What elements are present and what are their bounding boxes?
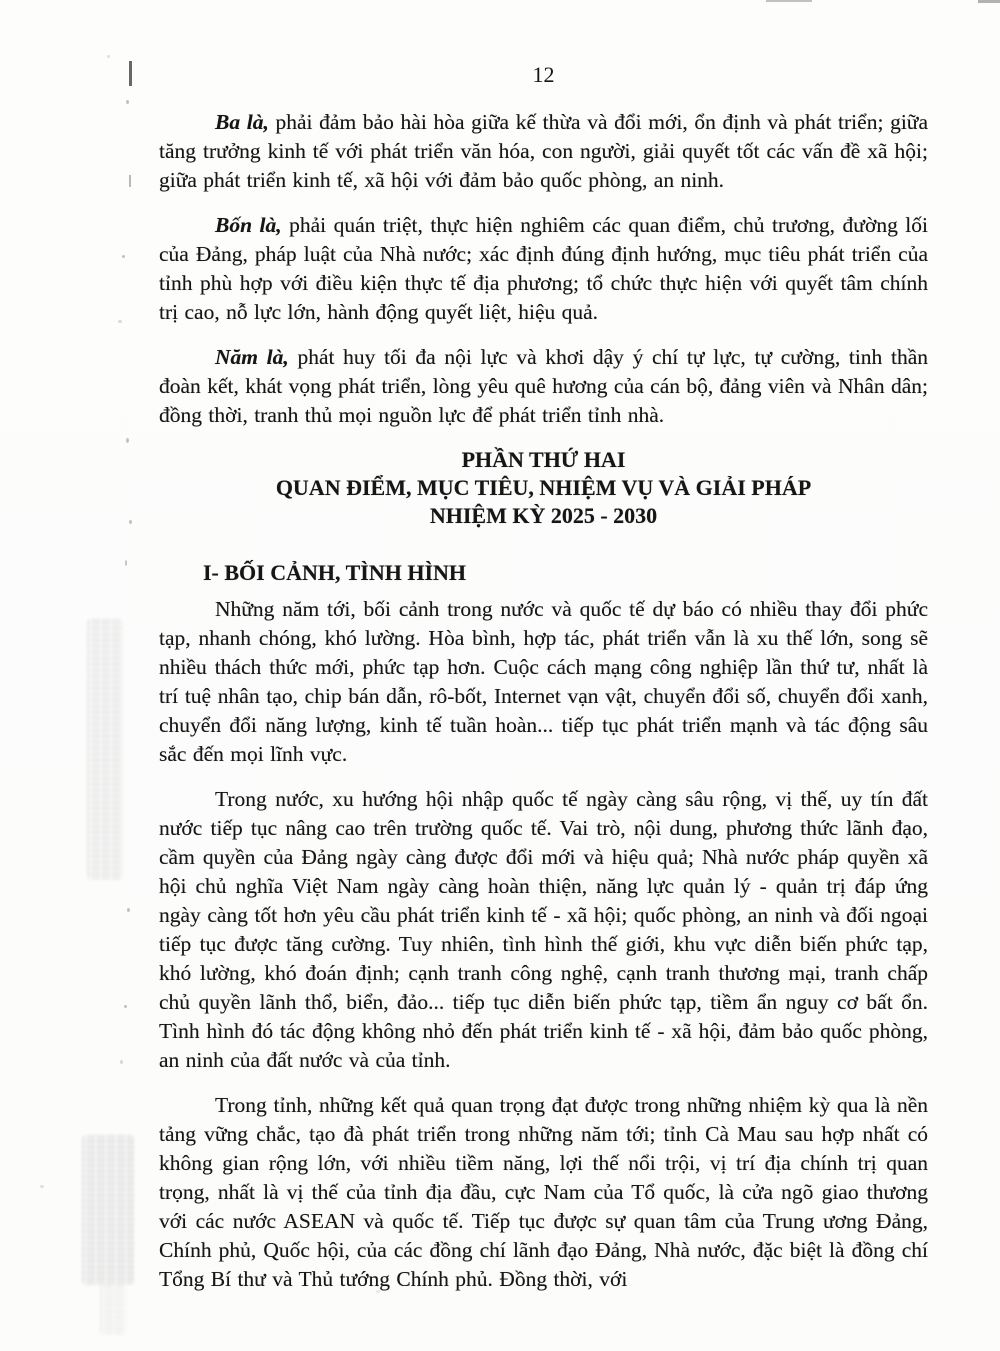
- scan-smudge: [87, 618, 123, 880]
- scan-speck: [122, 255, 125, 258]
- paragraph-nam-la: [159, 343, 928, 430]
- paragraph-bon-la: [159, 211, 928, 327]
- paragraph-text: phát huy tối đa nội lực và khơi dậy ý chí tự lực, tự cường, tinh thần đoàn kết, khát vọng phát triển, lòng yêu quê hương của cán bộ, đảng viên và Nhân dân; đồng thời, tranh thủ mọi nguồn lực để phát triển tỉnh nhà.: [159, 345, 928, 427]
- paragraph-lead: Bốn là,: [215, 213, 282, 237]
- scan-speck: [40, 1185, 44, 1188]
- paragraph-ba-la: [159, 108, 928, 195]
- paragraph-text: phải quán triệt, thực hiện nghiêm các quan điểm, chủ trương, đường lối của Đảng, pháp luật của Nhà nước; xác định đúng định hướng, mục tiêu phát triển của tỉnh phù hợp với điều kiện thực tế địa phương; tổ chức thực hiện với quyết tâm chính trị cao, nỗ lực lớn, hành động quyết liệt, hiệu quả.: [159, 213, 928, 324]
- page-content: [159, 60, 928, 1310]
- paragraph-lead: Ba là,: [215, 110, 269, 134]
- scan-speck: [126, 100, 129, 104]
- part-heading-line2: QUAN ĐIỂM, MỤC TIÊU, NHIỆM VỤ VÀ GIẢI PHÁP: [275, 475, 812, 500]
- scan-speck: [129, 520, 132, 524]
- scan-speck: [118, 320, 122, 323]
- scan-speck: [107, 55, 110, 58]
- paragraph-trong-nuoc: Trong nước, xu hướng hội nhập quốc tế ngày càng sâu rộng, vị thế, uy tín đất nước tiếp tục nâng cao trên trường quốc tế. Vai trò, nội dung, phương thức lãnh đạo, cầm quyền của Đảng ngày càng được đổi mới và hiệu quả; Nhà nước pháp quyền xã hội chủ nghĩa Việt Nam ngày càng hoàn thiện, năng lực quản lý - quản trị đáp ứng ngày càng tốt hơn yêu cầu phát triển kinh tế - xã hội; quốc phòng, an ninh và đối ngoại tiếp tục được tăng cường. Tuy nhiên, tình hình thế giới, khu vực diễn biến phức tạp, khó lường, khó đoán định; cạnh tranh công nghệ, cạnh tranh thương mại, tranh chấp chủ quyền lãnh thổ, biển, đảo... tiếp tục diễn biến phức tạp, tiềm ẩn nguy cơ bất ổn. Tình hình đó tác động không nhỏ đến phát triển kinh tế - xã hội, đảm bảo quốc phòng, an ninh của đất nước và của tỉnh.: [159, 787, 928, 1072]
- paragraph-nhung-nam-toi: Những năm tới, bối cảnh trong nước và quốc tế dự báo có nhiều thay đổi phức tạp, nhanh chóng, khó lường. Hòa bình, hợp tác, phát triển vẫn là xu thế lớn, song sẽ nhiều thách thức mới, phức tạp hơn. Cuộc cách mạng công nghiệp lần thứ tư, nhất là trí tuệ nhân tạo, chip bán dẫn, rô-bốt, Internet vạn vật, chuyển đổi số, chuyển đổi xanh, chuyển đổi năng lượng, kinh tế tuần hoàn... tiếp tục phát triển mạnh và tác động sâu sắc đến mọi lĩnh vực.: [159, 597, 928, 766]
- paragraph-lead: Năm là,: [215, 345, 289, 369]
- scan-artifact: [978, 0, 1000, 3]
- scan-artifact: [766, 0, 812, 2]
- section-heading: I- BỐI CẢNH, TÌNH HÌNH: [203, 560, 467, 585]
- page-number: 12: [532, 62, 555, 87]
- paragraph-trong-tinh: Trong tỉnh, những kết quả quan trọng đạt được trong những nhiệm kỳ qua là nền tảng vững chắc, tạo đà phát triển trong những năm tới; tỉnh Cà Mau sau hợp nhất có không gian rộng lớn, với nhiều tiềm năng, lợi thế nổi trội, vị trí địa chính trị quan trọng, nhất là vị thế của tỉnh địa đầu, cực Nam của Tổ quốc, là cửa ngõ giao thương với các nước ASEAN và quốc tế. Tiếp tục được sự quan tâm của Trung ương Đảng, Chính phủ, Quốc hội, của các đồng chí lãnh đạo Đảng, Nhà nước, đặc biệt là đồng chí Tổng Bí thư và Thủ tướng Chính phủ. Đồng thời, với: [159, 1093, 928, 1291]
- part-heading-line3: NHIỆM KỲ 2025 - 2030: [429, 503, 658, 528]
- scan-speck: [127, 908, 130, 912]
- part-heading: [159, 446, 928, 530]
- part-heading-line1: PHẦN THỨ HAI: [461, 447, 626, 472]
- scan-speck: [125, 560, 127, 566]
- scan-speck: [126, 438, 129, 443]
- paragraph-text: phải đảm bảo hài hòa giữa kế thừa và đổi mới, ổn định và phát triển; giữa tăng trưởng kinh tế với phát triển văn hóa, con người, giải quyết tốt các vấn đề xã hội; giữa phát triển kinh tế, xã hội với đảm bảo quốc phòng, an ninh.: [159, 110, 928, 192]
- scan-smudge: [100, 1285, 126, 1335]
- scan-smudge: [82, 1135, 134, 1285]
- scan-artifact: [129, 61, 132, 86]
- scan-speck: [124, 1005, 127, 1008]
- scan-speck: [120, 1060, 123, 1064]
- scan-artifact: [129, 175, 131, 187]
